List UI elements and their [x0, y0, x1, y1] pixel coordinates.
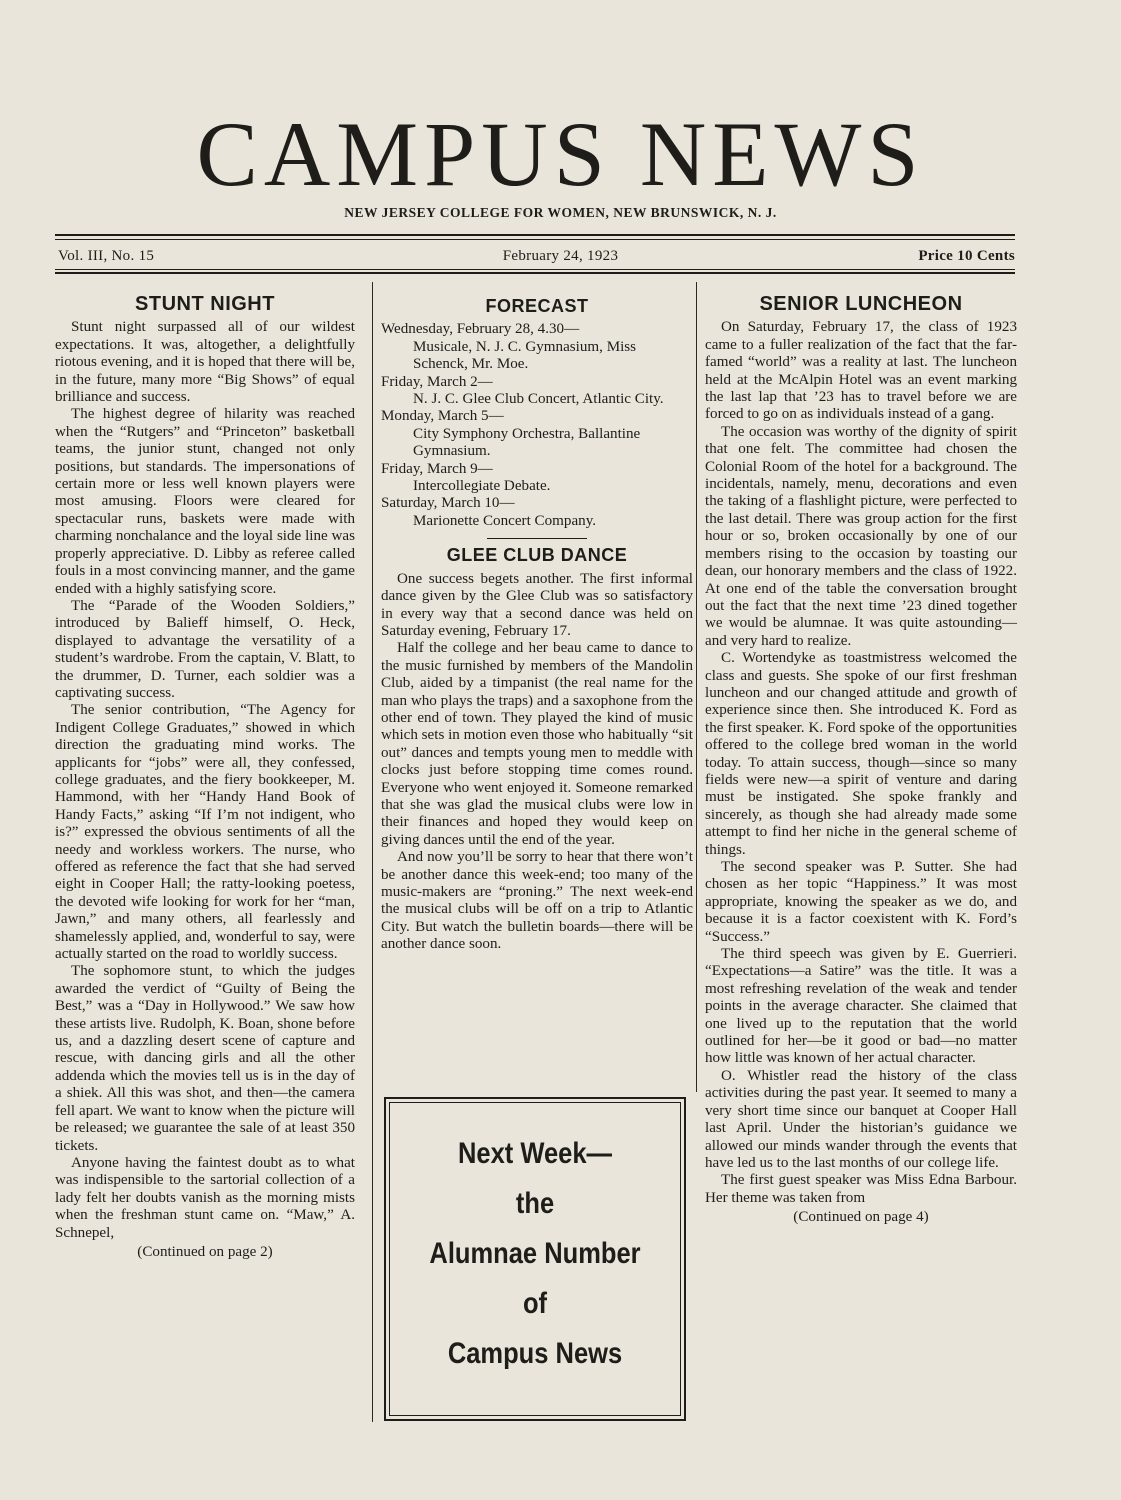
forecast-event: Intercollegiate Debate. [413, 478, 551, 495]
stunt-night-article [55, 290, 355, 1261]
header-rule [55, 269, 1015, 270]
forecast-date: Wednesday, February 28, 4.30— [381, 321, 580, 338]
middle-column [381, 290, 693, 954]
forecast-event: City Symphony Orchestra, Ballantine Gymnasium. [413, 425, 641, 460]
article-paragraph: The highest degree of hilarity was reached when the “Rutgers” and “Princeton” basketball teams, the junior stunt, changed not only positions, but standards. The impersonations of certain more or less well known players were most amusing. Floors were cleared for spectacular runs, baskets were made with charming nonchalance and the loyal side line was properly appreciative. D. Libby as referee called fouls in a most convincing manner, and the game ended with a highly satisfying score. [55, 406, 355, 597]
section-separator [487, 538, 587, 539]
forecast-event: Marionette Concert Company. [413, 512, 597, 529]
article-paragraph: One success begets another. The first informal dance given by the Glee Club was so satisfactory in every way that a second dance was held on Saturday evening, February 17. [381, 570, 693, 639]
article-paragraph: The first guest speaker was Miss Edna Barbour. Her theme was taken from [705, 1172, 1017, 1206]
header-rule [55, 239, 1015, 240]
announcement-line: of [522, 1287, 548, 1320]
price: Price 10 Cents [918, 248, 1015, 264]
article-paragraph: The occasion was worthy of the dignity of spirit that one felt. The committee had chosen the Colonial Room of the hotel for a background. The incidentals, namely, menu, decorations and even the taking of a flashlight picture, were perfected to the last detail. There was group action for the first hour or so, broken occasionally by one of our members rising to the occasion by toasting our dean, our honorary members and the class of 1922. At one end of the table the conversation brought out the fact that the next time ’23 dined together we would be alumnae. It was quite astounding—and very hard to realize. [705, 423, 1017, 649]
forecast-date: Monday, March 5— [381, 408, 504, 425]
announcement-text [408, 1129, 661, 1379]
article-paragraph: Anyone having the faintest doubt as to what was indispensible to the sartorial collection of a lady felt her doubts vanish as the morning mists when the freshman stunt came on. “Maw,” A. Schnepel, [55, 1154, 355, 1241]
header-rule [55, 234, 1015, 236]
article-paragraph: The senior contribution, “The Agency for Indigent College Graduates,” showed in which direction the graduating mind works. The applicants for “jobs” were all, they confessed, college graduates, and the fiery bookkeeper, M. Hammond, with her “Handy Hand Book of Handy Facts,” asking “If I’m not indigent, who is?” expressed the obvious sentiments of all the needy and workless workers. The nurse, who offered as reference the fact that she had served eight in Cooper Hall; the ratty-looking poetess, the devoted wife looking for work for her “man, Jawn,” and many others, all fearlessly and shamelessly applied, and, wonderful to say, were actually started on the road to worldly success. [55, 702, 355, 963]
continued-note: (Continued on page 2) [137, 1243, 273, 1260]
forecast-date: Saturday, March 10— [381, 495, 515, 512]
forecast-list [381, 321, 693, 530]
announcement-line: Campus News [447, 1337, 623, 1370]
announcement-line: Alumnae Number [429, 1237, 641, 1270]
forecast-event: Musicale, N. J. C. Gymnasium, Miss Schenck, Mr. Moe. [413, 338, 637, 373]
column-divider [372, 282, 373, 1422]
senior-luncheon-article [705, 290, 1017, 1227]
article-paragraph: The third speech was given by E. Guerrieri. “Expectations—a Satire” was the title. It was a most refreshing revelation of the weak and tender points in the average character. She claimed that one lived up to the reputation that the world outlined for her—be it good or bad—no matter how little was known of her actual character. [705, 946, 1017, 1067]
article-paragraph: And now you’ll be sorry to hear that there won’t be another dance this week-end; too many of the music-makers are “proning.” The next week-end the musical clubs will be off on a trip to Atlantic City. But watch the bulletin boards—there will be another dance soon. [381, 849, 693, 953]
forecast-event: N. J. C. Glee Club Concert, Atlantic City. [413, 391, 664, 408]
forecast-date: Friday, March 2— [381, 373, 493, 390]
continued-note: (Continued on page 4) [793, 1209, 929, 1226]
article-paragraph: The second speaker was P. Sutter. She had chosen as her topic “Happiness.” It was most appropriate, knowing the speaker as we do, and because it is a factor coexistent with K. Ford’s “Success.” [705, 859, 1017, 945]
header-rule [55, 272, 1015, 274]
article-paragraph: Half the college and her beau came to dance to the music furnished by members of the Mandolin Club, aided by a timpanist (the real name for the man who plays the traps) and a saxophone from the other end of town. They played the kind of music which sets in motion even those who habitually “sit out” dances and tempts young men to meddle with clocks just before stopping time comes round. Everyone who went enjoyed it. Someone remarked that she was glad the musical clubs were low in their finances and hoped they would keep on giving dances until the end of the year. [381, 640, 693, 848]
masthead-subtitle: NEW JERSEY COLLEGE FOR WOMEN, NEW BRUNSWICK, N. J. [344, 205, 777, 220]
next-week-announcement-box [384, 1097, 686, 1421]
glee-club-headline: GLEE CLUB DANCE [446, 545, 628, 566]
masthead-title: CAMPUS NEWS [196, 103, 925, 205]
announcement-line: the [515, 1187, 555, 1220]
article-paragraph: On Saturday, February 17, the class of 1923 came to a fuller realization of the fact that the far-famed “world” was a reality at last. The luncheon held at the McAlpin Hotel was an event marking the last lap that ’23 has to travel before we are forced to go on as individuals instead of a gang. [705, 319, 1017, 423]
volume-number: Vol. III, No. 15 [58, 248, 155, 264]
article-paragraph: O. Whistler read the history of the class activities during the past year. It seemed to many a very short time since our banquet at Cooper Hall last April. Under the historian’s guidance we allowed our minds wander through the events that have led us to the last months of our college life. [705, 1067, 1017, 1171]
article-paragraph: The “Parade of the Wooden Soldiers,” introduced by Balieff himself, O. Heck, displayed to advantage the versatility of a student’s wardrobe. From the captain, V. Blatt, to the drummer, D. Turner, each soldier was a captivating success. [55, 597, 355, 701]
issue-date: February 24, 1923 [502, 248, 619, 264]
forecast-date: Friday, March 9— [381, 460, 493, 477]
article-paragraph: The sophomore stunt, to which the judges awarded the verdict of “Guilty of Being the Best,” was a “Day in Hollywood.” We saw how these artists live. Rudolph, K. Boan, shone before us, and a dazzling desert scene of capture and rescue, with dancing girls and all the other addenda which the movies tell us is in the day of a shiek. All this was shot, and then—the camera fell apart. We want to know when the picture will be released; we guarantee the sale of at least 350 tickets. [55, 963, 355, 1154]
column-divider [696, 282, 697, 1092]
article-headline: STUNT NIGHT [135, 293, 275, 315]
article-paragraph: C. Wortendyke as toastmistress welcomed the class and guests. She spoke of our first freshman luncheon and our changed attitude and growth of experience since then. She introduced K. Ford as the first speaker. K. Ford spoke of the opportunities offered to the college bred woman in the world today. To attain success, though—since so many fields were new—a spirit of venture and daring must be instigated. She spoke frankly and sincerely, as though she had already made some attempt to find her niche in the general scheme of things. [705, 650, 1017, 858]
article-headline: SENIOR LUNCHEON [759, 293, 963, 315]
announcement-line: Next Week— [457, 1137, 613, 1170]
article-paragraph: Stunt night surpassed all of our wildest expectations. It was, altogether, a delightfully riotous evening, and it is hoped that there will be, in the future, many more “Big Shows” of equal brilliance and success. [55, 319, 355, 406]
forecast-headline: FORECAST [485, 296, 589, 316]
